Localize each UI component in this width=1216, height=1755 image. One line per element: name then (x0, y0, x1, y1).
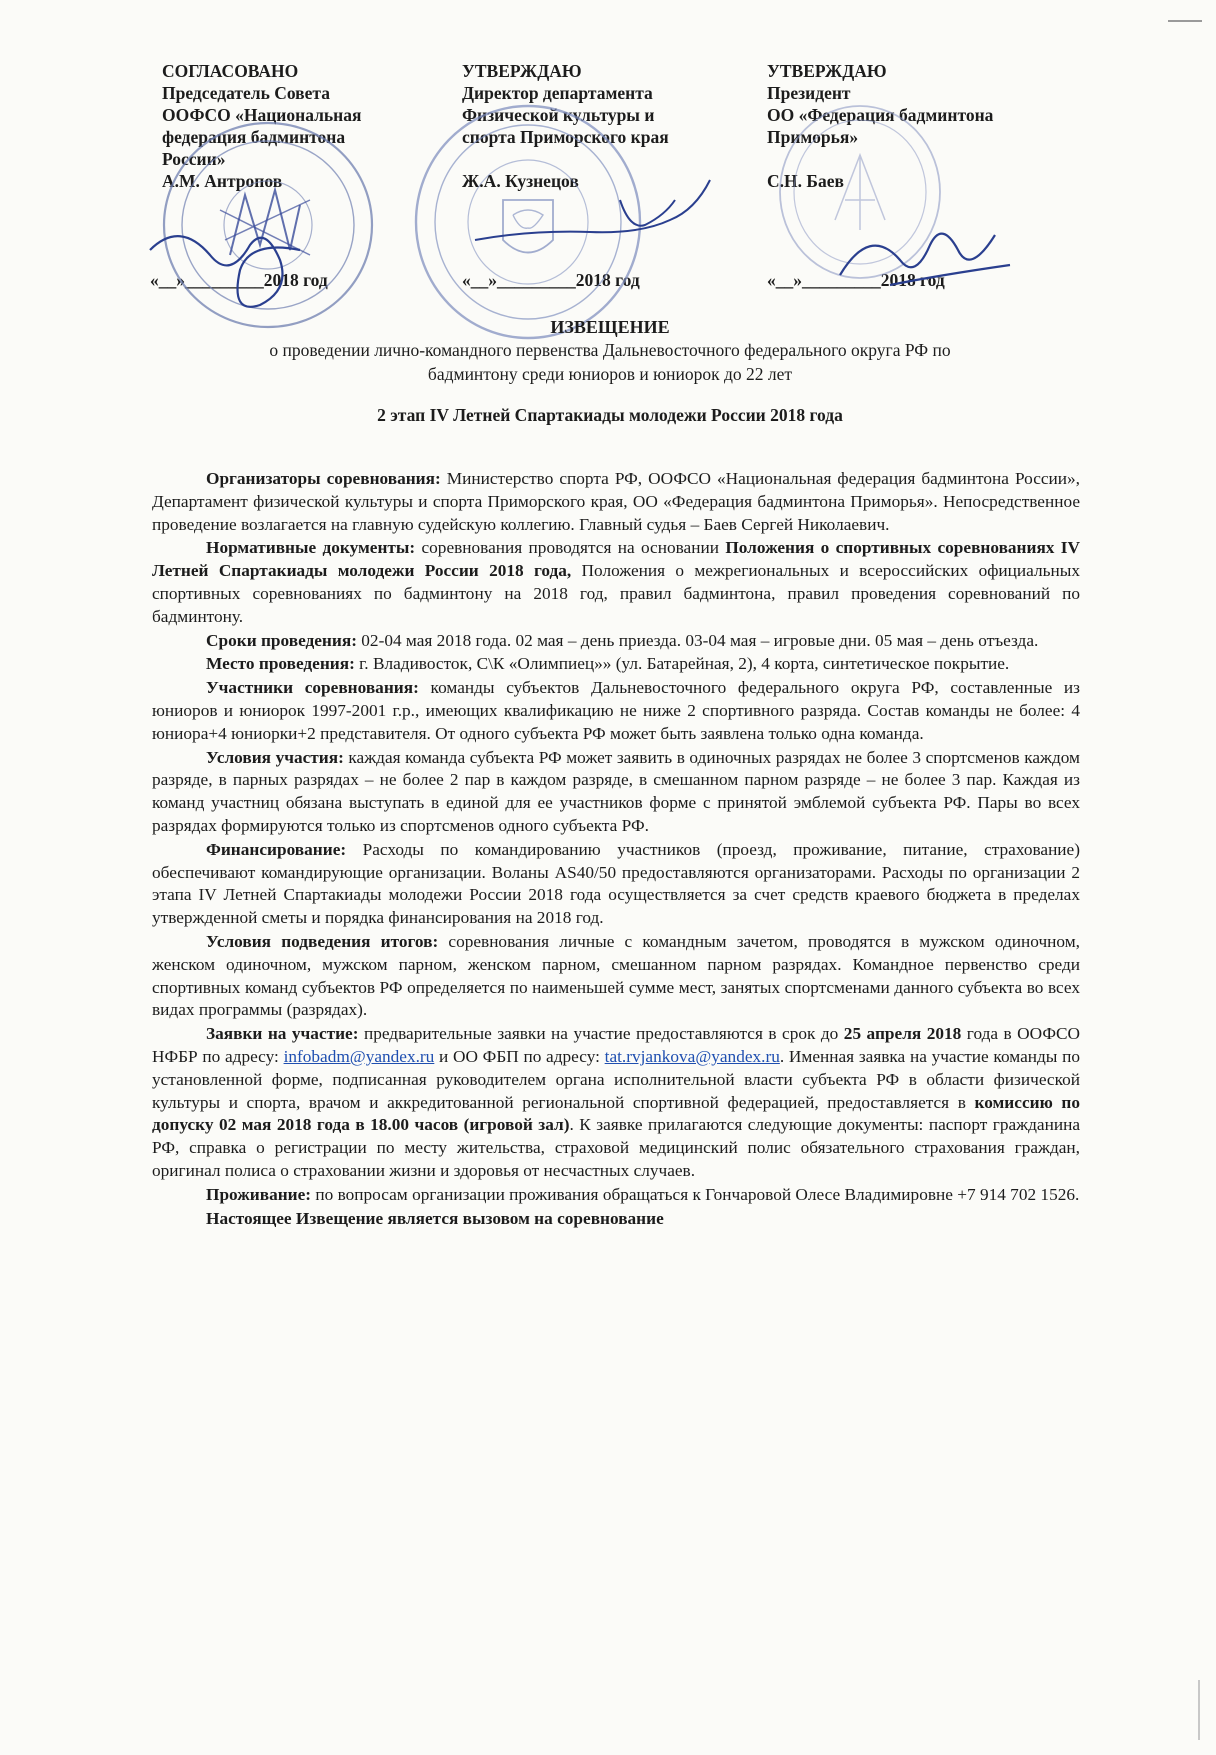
approval-line: Председатель Совета (162, 83, 330, 103)
approval-block-department (462, 60, 727, 192)
approval-heading: УТВЕРЖДАЮ (462, 61, 582, 81)
approval-line: федерация бадминтона (162, 127, 346, 147)
section-accommodation: Проживание: по вопросам организации проживания обращаться к Гончаровой Олесе Владимировне +7 914 702 1526. (206, 1184, 1080, 1204)
approval-heading: УТВЕРЖДАЮ (767, 61, 887, 81)
approval-heading: СОГЛАСОВАНО (162, 61, 299, 81)
approval-line: ОО «Федерация бадминтона (767, 105, 994, 125)
approval-date: «__»_________2018 год (462, 270, 640, 290)
notice-subtitle: о проведении лично-командного первенства Дальневосточного федерального округа РФ по (269, 340, 951, 360)
notice-title: ИЗВЕЩЕНИЕ (550, 317, 670, 337)
notice-title-block (150, 316, 1070, 426)
section-dates: Сроки проведения: 02-04 мая 2018 года. 02 мая – день приезда. 03-04 мая – игровые дни. 05 мая – день отъезда. (206, 630, 1039, 650)
notice-subtitle: бадминтону среди юниоров и юниорок до 22 лет (427, 364, 793, 384)
email-link-fbp[interactable]: tat.rvjankova@yandex.ru (604, 1046, 780, 1066)
section-results: Условия подведения итогов: соревнования личные с командным зачетом, проводятся в мужском одиночном, женском одиночном, мужском парном, женском парном, смешанном парном разрядах. Командное первенство среди спортивных команд субъектов РФ определяется по наименьшей сумме мест, занятых спортсменами данного субъекта во всех видах программы (разрядах). (152, 931, 1080, 1020)
section-conditions: Условия участия: каждая команда субъекта РФ может заявить в одиночных разрядах не более 3 спортсменов каждом разряде, в парных разрядах – не более 2 пар в каждом разряде, в смешанном парном разряде – не более 3 пар. Каждая из команд участниц обязана выступать в единой для ее участников форме с принятой эмблемой субъекта РФ. Пары во всех разрядах формируются только из спортсменов одного субъекта РФ. (152, 747, 1080, 835)
approval-line: России» (162, 149, 226, 169)
approval-signatory: Ж.А. Кузнецов (462, 171, 579, 191)
section-venue: Место проведения: г. Владивосток, С\К «Олимпиец»» (ул. Батарейная, 2), 4 корта, синтетическое покрытие. (206, 654, 1010, 674)
approval-block-federation (767, 60, 1057, 192)
approval-line: спорта Приморского края (462, 127, 669, 147)
approval-signatory: А.М. Антропов (162, 171, 283, 191)
section-documents: Нормативные документы: соревнования проводятся на основании Положения о спортивных соревнованиях IV Летней Спартакиады молодежи России 2018 года, Положения о межрегиональных и всероссийских официальных спортивных соревнованиях по бадминтону на 2018 год, правил бадминтона, правил проведения соревнований по бадминтону. (152, 538, 1081, 626)
email-link-nfbr[interactable]: infobadm@yandex.ru (283, 1046, 435, 1066)
section-applications: Заявки на участие: предварительные заявки на участие предоставляются в срок до 25 апреля 2018 года в ООФСО НФБР по адресу: infobadm@yandex.ru и ОО ФБП по адресу: tat.rvjankova@yandex.ru. Именная заявка на участие команды по установленной форме, подписанная руководителем органа исполнительной власти субъекта РФ в области физической культуры и спорта, врачом и аккредитованной региональной спортивной федерацией, предоставляется в комиссию по допуску 02 мая 2018 года в 18.00 часов (игровой зал). К заявке прилагаются следующие документы: паспорт гражданина РФ, справка о регистрации по месту жительства, страховой медицинский полис обязательного страхования граждан, оригинал полиса о страховании жизни и здоровья от несчастных случаев. (152, 1024, 1080, 1180)
approval-line: Президент (767, 83, 851, 103)
approval-block-agreed (162, 60, 407, 192)
section-financing: Финансирование: Расходы по командированию участников (проезд, проживание, питание, страхование) обеспечивают командирующие организации. Воланы AS40/50 предоставляются организаторами. Расходы по организации 2 этапа IV Летней Спартакиады молодежи России 2018 года осуществляется за счет средств краевого бюджета в пределах утвержденной сметы и порядка финансирования на 2018 год. (152, 839, 1080, 928)
approval-line: ООФСО «Национальная (162, 105, 362, 125)
approval-header (150, 60, 1070, 300)
notice-stage: 2 этап IV Летней Спартакиады молодежи России 2018 года (377, 405, 843, 425)
section-organizers: Организаторы соревнования: Министерство спорта РФ, ООФСО «Национальная федерация бадминтона России», Департамент физической культуры и спорта Приморского края, ОО «Федерация бадминтона Приморья». Непосредственное проведение возлагается на главную судейскую коллегию. Главный судья – Баев Сергей Николаевич. (152, 469, 1080, 534)
scan-edge-mark (1198, 1680, 1200, 1740)
notice-body (152, 468, 1080, 1231)
approval-line: Директор департамента (462, 83, 653, 103)
approval-line: Приморья» (767, 127, 859, 147)
approval-date: «__»_________2018 год (150, 270, 328, 290)
closing-statement: Настоящее Извещение является вызовом на соревнование (206, 1208, 664, 1228)
scan-edge-mark (1168, 20, 1202, 22)
approval-signatory: С.Н. Баев (767, 171, 844, 191)
section-participants: Участники соревнования: команды субъектов Дальневосточного федерального округа РФ, составленные из юниоров и юниорок 1997-2001 г.р., имеющих квалификацию не ниже 2 спортивного разряда. Состав команды не более: 4 юниора+4 юниорки+2 представителя. От одного субъекта РФ может быть заявлена только одна команда. (152, 678, 1081, 743)
approval-date: «__»_________2018 год (767, 270, 945, 290)
approval-line: Физической культуры и (462, 105, 655, 125)
